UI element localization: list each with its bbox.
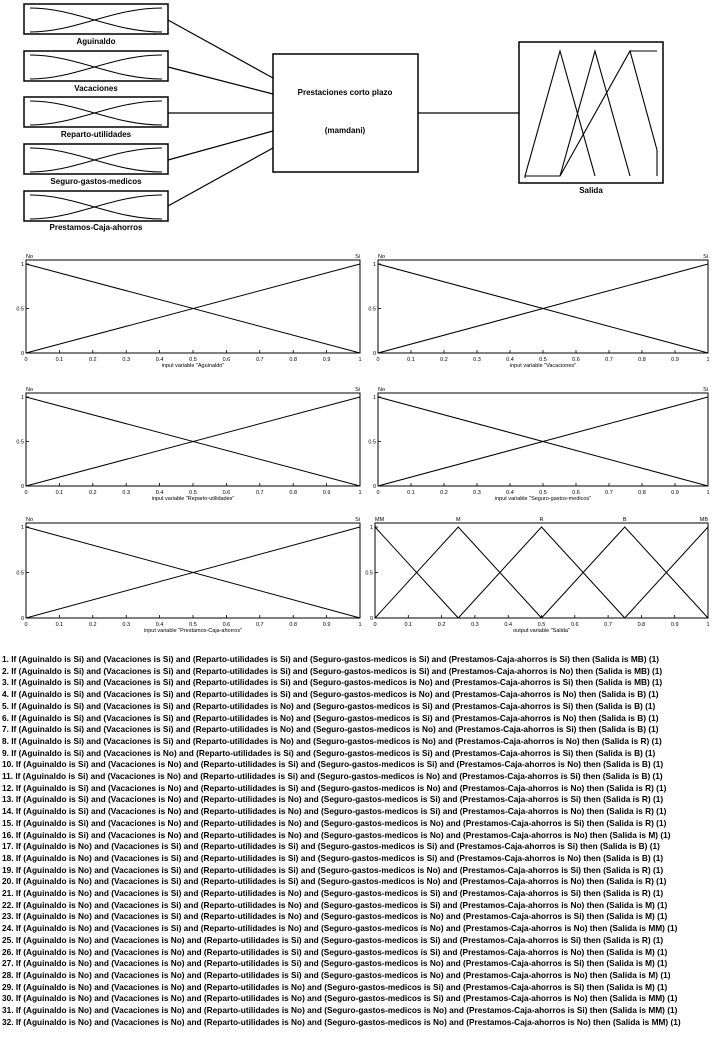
y-tick-label: 1: [372, 395, 376, 401]
x-tick-label: 0.5: [539, 490, 547, 496]
x-tick-label: 0.3: [122, 490, 131, 496]
mf-plot-1: [16, 254, 361, 369]
mf-curve-m: [375, 527, 542, 618]
input-label-seguro-gastos-medicos: Seguro-gastos-medicos: [50, 177, 142, 186]
x-tick-label: 0.2: [88, 622, 97, 628]
x-tick-label: 0: [373, 622, 377, 628]
plot-frame: [375, 523, 708, 618]
x-tick-label: 0.1: [404, 622, 413, 628]
x-tick-label: 0.4: [506, 490, 514, 496]
x-axis-label: input variable "Prestamos-Caja-ahorros": [143, 628, 243, 634]
x-tick-label: 1: [358, 357, 362, 363]
mf-curve-r: [458, 527, 625, 618]
system-type: (mamdani): [324, 126, 366, 135]
y-tick-label: 0: [372, 484, 376, 490]
x-tick-label: 0.3: [471, 622, 479, 628]
x-tick-label: 1: [706, 622, 710, 628]
plot-frame: [26, 523, 360, 618]
mf-label-b: B: [622, 517, 627, 523]
x-axis-label: output variable "Salida": [513, 628, 570, 634]
rule-item: 22. If (Aguinaldo is No) and (Vacaciones is Si) and (Reparto-utilidades is No) and (Seguro-gastos-medicos is Si) and (Prestamos-Caja-ahorros is No) then (Salida is M) (1): [2, 899, 668, 910]
output-label: Salida: [579, 186, 603, 195]
x-tick-label: 0.9: [322, 622, 331, 628]
rule-item: 23. If (Aguinaldo is No) and (Vacaciones is Si) and (Reparto-utilidades is No) and (Seguro-gastos-medicos is No) and (Prestamos-Caja-ahorros is Si) then (Salida is M) (1): [2, 911, 668, 922]
system-name: Prestaciones corto plazo: [297, 88, 393, 97]
x-tick-label: 0.4: [506, 357, 514, 363]
y-tick-label: 1: [369, 525, 373, 531]
x-tick-label: 0.2: [440, 490, 448, 496]
rule-item: 11. If (Aguinaldo is Si) and (Vacaciones is No) and (Reparto-utilidades is Si) and (Seguro-gastos-medicos is No) and (Prestamos-Caja-ahorros is Si) then (Salida is B) (1): [2, 771, 663, 782]
x-tick-label: 0: [376, 357, 380, 363]
input-connectors: [168, 20, 273, 206]
y-tick-label: 0.5: [16, 570, 24, 577]
input-label-prestamos-caja-ahorros: Prestamos-Caja-ahorros: [49, 223, 143, 232]
rule-item: 14. If (Aguinaldo is Si) and (Vacaciones is No) and (Reparto-utilidades is No) and (Seguro-gastos-medicos is Si) and (Prestamos-Caja-ahorros is No) then (Salida is R) (1): [2, 806, 667, 817]
x-tick-label: 0.7: [255, 357, 264, 363]
x-tick-label: 0.7: [255, 490, 264, 496]
mf-plot-6: [365, 517, 709, 634]
y-tick-label: 0.5: [368, 439, 376, 446]
y-tick-label: 0: [20, 616, 24, 622]
plot-frame: [26, 260, 360, 353]
x-axis-label: input variable "Reparto-utilidades": [151, 496, 235, 502]
mf-label-no: No: [378, 254, 386, 260]
x-tick-label: 0.4: [155, 490, 164, 496]
x-tick-label: 0.8: [637, 622, 646, 628]
rule-list: [2, 654, 724, 1029]
x-tick-label: 0.9: [670, 622, 679, 628]
x-tick-label: 0.6: [222, 622, 231, 628]
x-axis-label: input variable "Vacaciones": [509, 363, 577, 369]
x-tick-label: 0.4: [155, 622, 164, 628]
x-tick-label: 0.7: [605, 490, 613, 496]
x-tick-label: 0.3: [122, 622, 131, 628]
x-tick-label: 0.4: [155, 357, 164, 363]
rule-item: 9. If (Aguinaldo is Si) and (Vacaciones is No) and (Reparto-utilidades is Si) and (Seguro-gastos-medicos is Si) and (Prestamos-Caja-ahorros is Si) then (Salida is B) (1): [2, 747, 656, 758]
mf-label-si: Si: [355, 254, 360, 260]
x-tick-label: 0.8: [289, 490, 298, 496]
y-tick-label: 1: [372, 262, 376, 268]
x-tick-label: 0.2: [88, 357, 97, 363]
y-tick-label: 0: [20, 351, 24, 357]
x-tick-label: 0.5: [537, 622, 546, 628]
mf-label-no: No: [378, 387, 386, 393]
x-tick-label: 0.3: [122, 357, 131, 363]
mf-label-si: Si: [703, 254, 708, 260]
rule-item: 5. If (Aguinaldo is Si) and (Vacaciones is Si) and (Reparto-utilidades is No) and (Seguro-gastos-medicos is Si) and (Prestamos-Caja-ahorros is Si) then (Salida is B) (1): [2, 700, 656, 711]
x-tick-label: 1: [358, 622, 362, 628]
rule-item: 15. If (Aguinaldo is Si) and (Vacaciones is No) and (Reparto-utilidades is No) and (Seguro-gastos-medicos is No) and (Prestamos-Caja-ahorros is Si) then (Salida is R) (1): [2, 817, 667, 828]
x-tick-label: 0.8: [289, 357, 298, 363]
plot-frame: [378, 393, 708, 486]
rule-item: 27. If (Aguinaldo is No) and (Vacaciones is No) and (Reparto-utilidades is Si) and (Seguro-gastos-medicos is No) and (Prestamos-Caja-ahorros is Si) then (Salida is M) (1): [2, 958, 668, 969]
y-tick-label: 1: [20, 525, 24, 531]
x-tick-label: 0.1: [407, 490, 415, 496]
x-tick-label: 0.1: [407, 357, 415, 363]
rule-item: 13. If (Aguinaldo is Si) and (Vacaciones is No) and (Reparto-utilidades is No) and (Seguro-gastos-medicos is Si) and (Prestamos-Caja-ahorros is Si) then (Salida is R) (1): [2, 794, 664, 805]
rule-item: 24. If (Aguinaldo is No) and (Vacaciones is Si) and (Reparto-utilidades is No) and (Seguro-gastos-medicos is No) and (Prestamos-Caja-ahorros is No) then (Salida is MM) (1): [2, 923, 678, 934]
x-tick-label: 0.5: [189, 622, 197, 628]
x-tick-label: 0.1: [55, 357, 64, 363]
x-tick-label: 0.8: [289, 622, 298, 628]
rule-item: 29. If (Aguinaldo is No) and (Vacaciones is No) and (Reparto-utilidades is No) and (Seguro-gastos-medicos is Si) and (Prestamos-Caja-ahorros is Si) then (Salida is M) (1): [2, 981, 668, 992]
rule-item: 17. If (Aguinaldo is No) and (Vacaciones is Si) and (Reparto-utilidades is Si) and (Seguro-gastos-medicos is Si) and (Prestamos-Caja-ahorros is Si) then (Salida is B) (1): [2, 841, 660, 852]
x-axis-label: input variable "Aguinaldo": [161, 363, 225, 369]
rule-item: 10. If (Aguinaldo is Si) and (Vacaciones is No) and (Reparto-utilidades is Si) and (Seguro-gastos-medicos is Si) and (Prestamos-Caja-ahorros is No) then (Salida is B) (1): [2, 759, 664, 770]
x-tick-label: 0.6: [570, 622, 579, 628]
rule-item: 20. If (Aguinaldo is No) and (Vacaciones is Si) and (Reparto-utilidades is Si) and (Seguro-gastos-medicos is No) and (Prestamos-Caja-ahorros is No) then (Salida is R) (1): [2, 876, 667, 887]
y-tick-label: 0: [20, 484, 24, 490]
x-tick-label: 0: [24, 357, 28, 363]
mf-label-no: No: [26, 254, 34, 260]
rule-item: 16. If (Aguinaldo is Si) and (Vacaciones is No) and (Reparto-utilidades is No) and (Seguro-gastos-medicos is No) and (Prestamos-Caja-ahorros is No) then (Salida is M) (1): [2, 829, 671, 840]
x-tick-label: 1: [706, 490, 710, 496]
x-tick-label: 0.5: [189, 490, 197, 496]
x-tick-label: 0.6: [222, 357, 231, 363]
x-tick-label: 0.8: [638, 357, 646, 363]
x-tick-label: 0.1: [55, 490, 64, 496]
y-tick-label: 0.5: [16, 306, 24, 313]
x-tick-label: 0.3: [473, 490, 481, 496]
mf-label-m: M: [455, 517, 461, 523]
x-tick-label: 0.1: [55, 622, 64, 628]
mf-label-r: R: [539, 517, 544, 523]
rule-item: 19. If (Aguinaldo is No) and (Vacaciones is Si) and (Reparto-utilidades is Si) and (Seguro-gastos-medicos is No) and (Prestamos-Caja-ahorros is Si) then (Salida is R) (1): [2, 864, 664, 875]
x-tick-label: 0.3: [473, 357, 481, 363]
x-tick-label: 0: [376, 490, 380, 496]
rule-item: 4. If (Aguinaldo is Si) and (Vacaciones is Si) and (Reparto-utilidades is Si) and (Seguro-gastos-medicos is No) and (Prestamos-Caja-ahorros is No) then (Salida is B) (1): [2, 689, 659, 700]
rule-item: 32. If (Aguinaldo is No) and (Vacaciones is No) and (Reparto-utilidades is No) and (Seguro-gastos-medicos is No) and (Prestamos-Caja-ahorros is No) then (Salida is MM) (1): [2, 1016, 681, 1027]
x-tick-label: 0.4: [504, 622, 513, 628]
rule-item: 6. If (Aguinaldo is Si) and (Vacaciones is Si) and (Reparto-utilidades is No) and (Seguro-gastos-medicos is Si) and (Prestamos-Caja-ahorros is No) then (Salida is B) (1): [2, 712, 659, 723]
mf-label-si: Si: [355, 517, 360, 523]
x-tick-label: 0.2: [437, 622, 446, 628]
mf-plot-5: [16, 517, 361, 634]
x-axis-label: input variable "Seguro-gastos-medicos": [494, 496, 592, 502]
x-tick-label: 0.7: [255, 622, 264, 628]
mf-plot-4: [368, 387, 709, 502]
input-label-aguinaldo: Aguinaldo: [76, 37, 116, 46]
mf-plot-3: [16, 387, 361, 502]
membership-function-plots: [16, 254, 709, 634]
x-tick-label: 0.2: [88, 490, 97, 496]
x-tick-label: 0: [24, 490, 28, 496]
x-tick-label: 0.7: [604, 622, 612, 628]
rule-item: 21. If (Aguinaldo is No) and (Vacaciones is Si) and (Reparto-utilidades is No) and (Seguro-gastos-medicos is Si) and (Prestamos-Caja-ahorros is Si) then (Salida is R) (1): [2, 888, 664, 899]
rule-item: 28. If (Aguinaldo is No) and (Vacaciones is No) and (Reparto-utilidades is Si) and (Seguro-gastos-medicos is No) and (Prestamos-Caja-ahorros is No) then (Salida is M) (1): [2, 969, 671, 980]
rule-item: 7. If (Aguinaldo is Si) and (Vacaciones is Si) and (Reparto-utilidades is No) and (Seguro-gastos-medicos is No) and (Prestamos-Caja-ahorros is Si) then (Salida is B) (1): [2, 724, 659, 735]
y-tick-label: 0: [369, 616, 373, 622]
y-tick-label: 0.5: [365, 570, 373, 577]
x-tick-label: 0.6: [222, 490, 231, 496]
x-tick-label: 0.9: [671, 490, 679, 496]
y-tick-label: 1: [20, 262, 24, 268]
mf-label-mm: MM: [375, 517, 385, 523]
rule-item: 30. If (Aguinaldo is No) and (Vacaciones is No) and (Reparto-utilidades is No) and (Seguro-gastos-medicos is Si) and (Prestamos-Caja-ahorros is No) then (Salida is MM) (1): [2, 993, 678, 1004]
plot-frame: [26, 393, 360, 486]
y-tick-label: 0.5: [368, 306, 376, 313]
fis-structure-diagram: [24, 4, 663, 232]
x-tick-label: 1: [706, 357, 710, 363]
rule-item: 3. If (Aguinaldo is Si) and (Vacaciones is Si) and (Reparto-utilidades is Si) and (Seguro-gastos-medicos is No) and (Prestamos-Caja-ahorros is Si) then (Salida is MB) (1): [2, 677, 663, 688]
y-tick-label: 0: [372, 351, 376, 357]
x-tick-label: 0.7: [605, 357, 613, 363]
x-tick-label: 0.8: [638, 490, 646, 496]
x-tick-label: 0.6: [572, 357, 580, 363]
mf-label-si: Si: [355, 387, 360, 393]
x-tick-label: 0.2: [440, 357, 448, 363]
x-tick-label: 0.9: [671, 357, 679, 363]
input-label-vacaciones: Vacaciones: [74, 84, 118, 93]
mf-curve-b: [542, 527, 709, 618]
rule-item: 2. If (Aguinaldo is Si) and (Vacaciones is Si) and (Reparto-utilidades is Si) and (Seguro-gastos-medicos is Si) and (Prestamos-Caja-ahorros is No) then (Salida is MB) (1): [2, 665, 663, 676]
mf-plot-2: [368, 254, 709, 369]
mf-label-no: No: [26, 517, 34, 523]
rule-item: 8. If (Aguinaldo is Si) and (Vacaciones is Si) and (Reparto-utilidades is No) and (Seguro-gastos-medicos is No) and (Prestamos-Caja-ahorros is No) then (Salida is R) (1): [2, 735, 662, 746]
y-tick-label: 0.5: [16, 439, 24, 446]
mf-label-mb: MB: [699, 517, 708, 523]
rule-item: 12. If (Aguinaldo is Si) and (Vacaciones is No) and (Reparto-utilidades is Si) and (Seguro-gastos-medicos is No) and (Prestamos-Caja-ahorros is No) then (Salida is R) (1): [2, 782, 667, 793]
rule-item: 26. If (Aguinaldo is No) and (Vacaciones is No) and (Reparto-utilidades is Si) and (Seguro-gastos-medicos is Si) and (Prestamos-Caja-ahorros is No) then (Salida is M) (1): [2, 946, 668, 957]
x-tick-label: 0.9: [322, 357, 331, 363]
x-tick-label: 0.6: [572, 490, 580, 496]
plot-frame: [378, 260, 708, 353]
rule-item: 25. If (Aguinaldo is No) and (Vacaciones is No) and (Reparto-utilidades is Si) and (Seguro-gastos-medicos is Si) and (Prestamos-Caja-ahorros is Si) then (Salida is R) (1): [2, 934, 664, 945]
x-tick-label: 0: [24, 622, 28, 628]
rule-item: 1. If (Aguinaldo is Si) and (Vacaciones is Si) and (Reparto-utilidades is Si) and (Seguro-gastos-medicos is Si) and (Prestamos-Caja-ahorros is Si) then (Salida is MB) (1): [2, 654, 659, 664]
x-tick-label: 0.9: [322, 490, 331, 496]
input-label-reparto-utilidades: Reparto-utilidades: [60, 130, 132, 139]
fis-rule-block: [273, 54, 418, 172]
x-tick-label: 0.5: [539, 357, 547, 363]
x-tick-label: 1: [358, 490, 362, 496]
rule-item: 18. If (Aguinaldo is No) and (Vacaciones is Si) and (Reparto-utilidades is Si) and (Seguro-gastos-medicos is Si) and (Prestamos-Caja-ahorros is No) then (Salida is B) (1): [2, 852, 664, 863]
mf-label-si: Si: [703, 387, 708, 393]
rule-item: 31. If (Aguinaldo is No) and (Vacaciones is No) and (Reparto-utilidades is No) and (Seguro-gastos-medicos is No) and (Prestamos-Caja-ahorros is Si) then (Salida is MM) (1): [2, 1005, 678, 1016]
y-tick-label: 1: [20, 395, 24, 401]
mf-label-no: No: [26, 387, 34, 393]
x-tick-label: 0.5: [189, 357, 197, 363]
